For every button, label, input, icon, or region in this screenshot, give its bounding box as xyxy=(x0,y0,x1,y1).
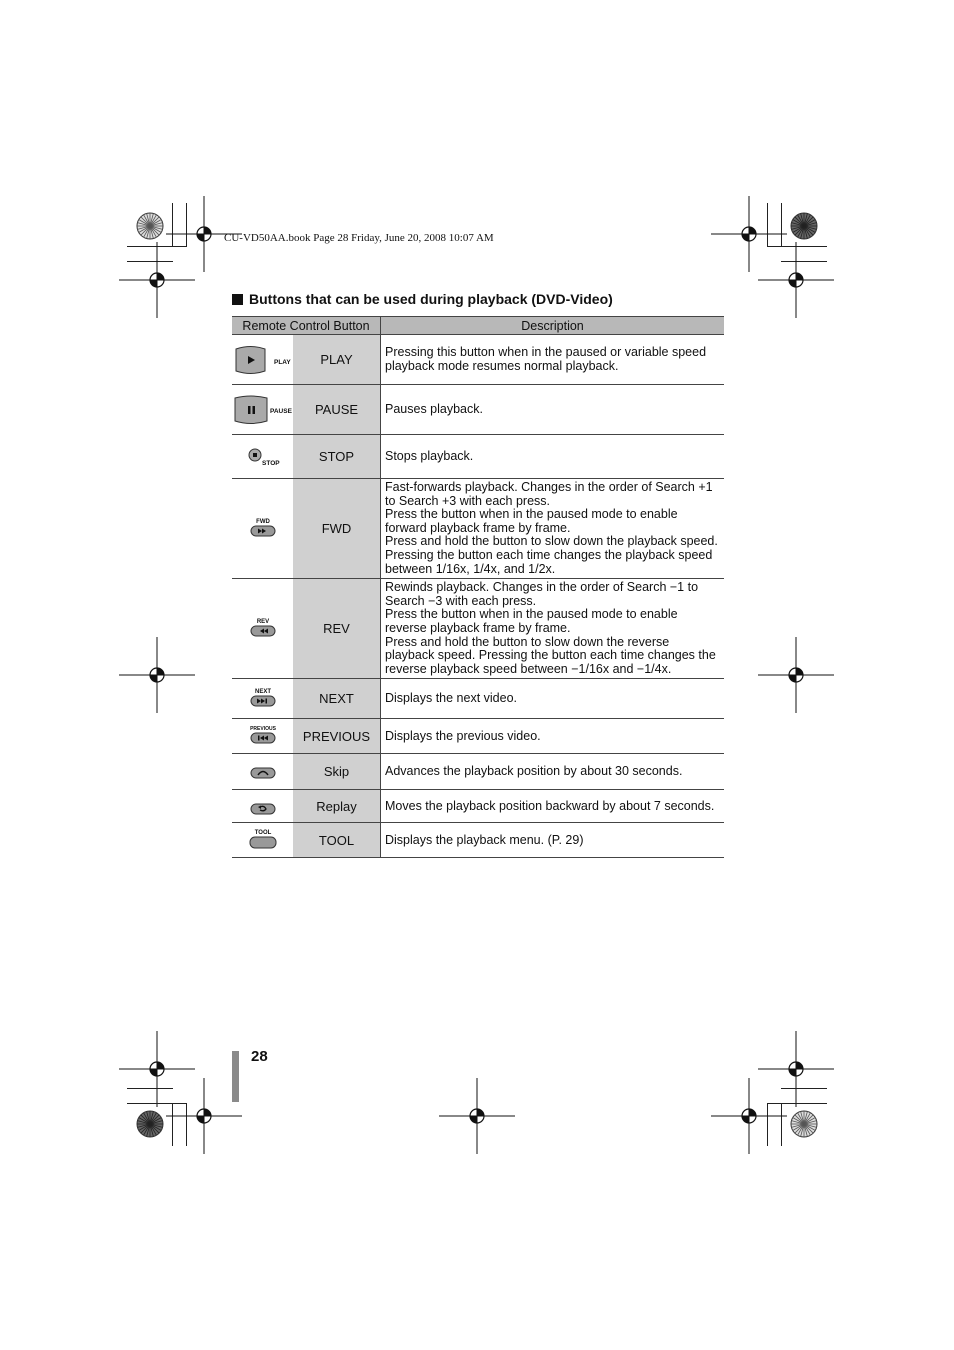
stop-button-icon xyxy=(232,444,293,470)
skip-button-icon xyxy=(232,759,293,785)
button-description: Displays the playback menu. (P. 29) xyxy=(381,823,725,858)
registration-crosshair-icon xyxy=(437,1076,517,1156)
icon-cell xyxy=(232,790,293,823)
table-row xyxy=(232,385,724,435)
pause-button-icon xyxy=(232,393,293,427)
button-name: STOP xyxy=(293,435,381,479)
play-button-icon xyxy=(232,343,293,377)
next-button-icon xyxy=(232,686,293,712)
registration-crosshair-icon xyxy=(756,635,836,715)
icon-cell xyxy=(232,719,293,754)
button-name: PAUSE xyxy=(293,385,381,435)
button-name: Skip xyxy=(293,754,381,790)
section-title xyxy=(232,291,613,307)
table-row xyxy=(232,790,724,823)
registration-crosshair-icon xyxy=(117,635,197,715)
svg-text:FWD: FWD xyxy=(255,518,270,525)
button-description: Moves the playback position backward by about 7 seconds. xyxy=(381,790,725,823)
table-row xyxy=(232,579,724,679)
registration-crosshair-icon xyxy=(709,1076,789,1156)
button-name: REV xyxy=(293,579,381,679)
fwd-button-icon xyxy=(232,516,293,542)
button-description: Pressing this button when in the paused or variable speed playback mode resumes normal playback. xyxy=(381,335,725,385)
button-description: Rewinds playback. Changes in the order of Search −1 to Search −3 with each press. Press the button when in the paused mode to enable reverse playback frame by frame. Press and hold the button to slow down the reverse playback speed. Pressing the button each time changes the reverse playback speed between −1/16x and −1/4x. xyxy=(381,579,725,679)
button-name: PREVIOUS xyxy=(293,719,381,754)
button-description: Pauses playback. xyxy=(381,385,725,435)
page-number-bar xyxy=(232,1051,239,1102)
button-description: Displays the next video. xyxy=(381,679,725,719)
svg-text:STOP: STOP xyxy=(261,459,280,467)
column-header-description: Description xyxy=(381,317,725,335)
table-row xyxy=(232,719,724,754)
svg-text:NEXT: NEXT xyxy=(254,688,271,695)
button-description: Stops playback. xyxy=(381,435,725,479)
color-target-icon xyxy=(136,1110,164,1138)
svg-text:TOOL: TOOL xyxy=(254,830,271,837)
tool-button-icon xyxy=(232,827,293,853)
icon-cell xyxy=(232,679,293,719)
icon-cell xyxy=(232,479,293,579)
icon-cell xyxy=(232,335,293,385)
button-name: PLAY xyxy=(293,335,381,385)
previous-button-icon xyxy=(232,723,293,749)
table-row xyxy=(232,335,724,385)
button-name: FWD xyxy=(293,479,381,579)
icon-cell xyxy=(232,823,293,858)
icon-cell xyxy=(232,579,293,679)
table-row xyxy=(232,754,724,790)
svg-text:REV: REV xyxy=(256,618,269,625)
icon-cell xyxy=(232,385,293,435)
svg-text:PREVIOUS: PREVIOUS xyxy=(249,726,276,733)
registration-crosshair-icon xyxy=(756,240,836,320)
registration-crosshair-icon xyxy=(117,240,197,320)
table-row xyxy=(232,679,724,719)
table-header-row xyxy=(232,317,724,335)
button-name: TOOL xyxy=(293,823,381,858)
button-name: Replay xyxy=(293,790,381,823)
table-row xyxy=(232,435,724,479)
color-target-icon xyxy=(790,1110,818,1138)
color-target-icon xyxy=(136,212,164,240)
color-target-icon xyxy=(790,212,818,240)
section-title-text: Buttons that can be used during playback (DVD-Video) xyxy=(249,291,613,307)
button-description: Fast-forwards playback. Changes in the order of Search +1 to Search +3 with each press. Press the button when in the paused mode to enable forward playback frame by frame. Press and hold the button to slow down the playback speed. Pressing the button each time changes the playback speed between 1/16x, 1/4x, and 1/2x. xyxy=(381,479,725,579)
page-number: 28 xyxy=(251,1048,268,1065)
rev-button-icon xyxy=(232,616,293,642)
svg-text:PAUSE: PAUSE xyxy=(269,407,292,415)
button-description: Displays the previous video. xyxy=(381,719,725,754)
replay-button-icon xyxy=(232,793,293,819)
svg-text:PLAY: PLAY xyxy=(273,358,291,366)
column-header-remote: Remote Control Button xyxy=(232,317,381,335)
icon-cell xyxy=(232,435,293,479)
table-row xyxy=(232,479,724,579)
table-row xyxy=(232,823,724,858)
button-description: Advances the playback position by about 30 seconds. xyxy=(381,754,725,790)
square-bullet-icon xyxy=(232,294,243,305)
print-header: CU-VD50AA.book Page 28 Friday, June 20, 2008 10:07 AM xyxy=(224,232,494,244)
icon-cell xyxy=(232,754,293,790)
buttons-table xyxy=(232,316,724,858)
button-name: NEXT xyxy=(293,679,381,719)
